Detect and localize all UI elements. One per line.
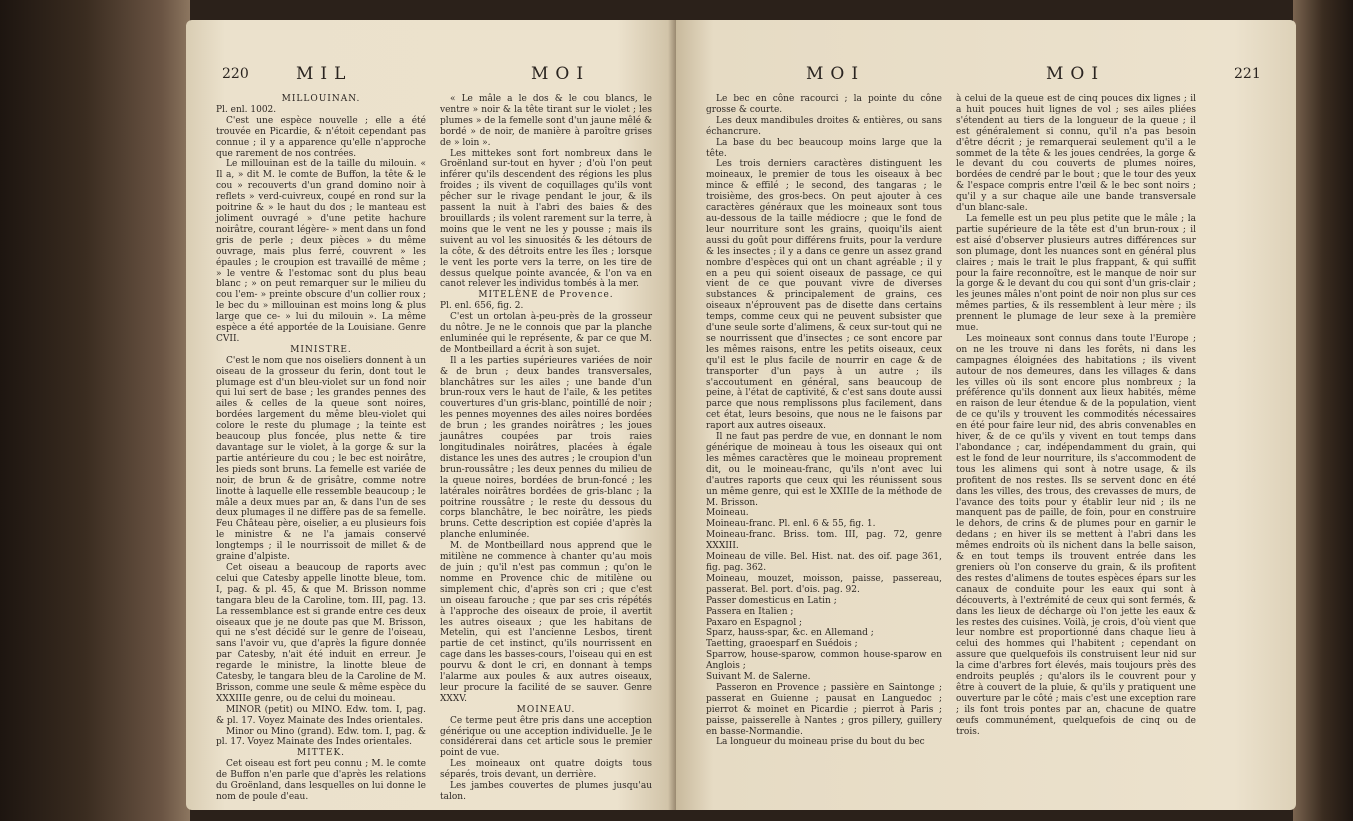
text-paragraph: Pl. enl. 656, fig. 2. xyxy=(440,301,524,312)
text-paragraph: La femelle est un peu plus petite que le mâle ; la partie supérieure de la tête est d'un brun-roux ; il est aisé d'observer plusieurs autres différences sur son plumage, dont les nuances sont en général plus claires ; mais le trait le plus frappant, & qui suffit pour la faire reconnoître, est le manque de noir sur la gorge & le devant du cou qui sont d'un gris-clair ; les jeunes mâles n'ont point de noir non plus sur ces mêmes parties, & ils ressemblent à leur mère ; ils prennent le plumage de leur sexe à la première mue. xyxy=(956,213,1196,334)
text-paragraph: Passera en Italien ; xyxy=(706,606,794,617)
entry-heading: MILLOUINAN. xyxy=(281,94,361,104)
entry-heading: MOINEAU. xyxy=(516,704,576,715)
text-paragraph: Minor ou Mino (grand). Edw. tom. I, pag. & pl. 17. Voyez Mainate des Indes orientales. xyxy=(216,726,426,748)
left-running-head-right: MOI xyxy=(531,64,591,84)
right-page xyxy=(676,20,1296,810)
text-paragraph: Moineau. xyxy=(706,508,749,519)
text-paragraph: Passeron en Provence ; passière en Saintonge ; passerat en Guienne ; pausat en Languedoc ; pierrot & moinet en Picardie ; pierrot à Paris ; paisse, paisserelle à Nantes ; gros pillery, guillery en basse-Normandie. xyxy=(706,682,942,737)
left-page xyxy=(186,20,676,810)
text-paragraph: Il a les parties supérieures variées de noir & de brun ; deux bandes transversales, blanchâtres sur les ailes ; une bande d'un brun-roux vers le haut de l'aile, & les petites couvertures d'un gris-blanc, pointillé de noir ; les pennes moyennes des ailes noires bordées de brun ; les grandes noirâtres ; les joues jaunâtres coupées par trois raies longitudinales noirâtres, placées à égale distance les unes des autres ; le croupion d'un brun-roussâtre ; les deux pennes du milieu de la queue noires, bordées de brun-foncé ; les latérales noirâtres bordées de gris-blanc ; la poitrine roussâtre ; le reste du dessous du corps blanchâtre, le bec noirâtre, les pieds bruns. Cette description est copiée d'après la planche enluminée. xyxy=(440,355,652,541)
right-running-head-right: MOI xyxy=(1046,64,1106,84)
text-paragraph: Le bec en cône racourci ; la pointe du cône grosse & courte. xyxy=(706,94,942,115)
book-cover-edge-right xyxy=(1293,0,1353,821)
text-paragraph: La longueur du moineau prise du bout du bec xyxy=(716,737,925,748)
text-paragraph: Sparz, hauss-spar, &c. en Allemand ; xyxy=(706,628,874,639)
text-paragraph: Le millouinan est de la taille du milouin. « Il a, » dit M. le comte de Buffon, la tête & le cou » recouverts d'un grand domino noir à reflets » verd-cuivreux, coupé en rond sur la poitrine & » le haut du dos ; le manteau est joliment ouvragé » d'une petite hachure noirâtre, courant légère- » ment dans un fond gris de perle ; deux pièces » du même ouvrage, mais plus ferré, couvrent » les épaules ; le croupion est travaillé de même ; » le ventre & l'estomac sont du plus beau blanc ; » on peut remarquer sur le milieu du cou l'em- » preinte obscure d'un collier roux ; le bec du » millouinan est moins long & plus large que ce- » lui du milouin ». La même espèce a été apportée de la Louisiane. Genre CVII. xyxy=(216,159,426,344)
entry-heading: MINISTRE. xyxy=(290,344,352,355)
right-running-head-left: MOI xyxy=(806,64,866,84)
text-paragraph: M. de Montbeillard nous apprend que le mitilène ne commence à chanter qu'au mois de juin ; qu'il n'est pas commun ; qu'on le nomme en Provence chic de mitilène ou simplement chic, d'après son cri ; que c'est un oiseau farouche ; que par ses cris répétés à l'approche des oiseaux de proie, il avertit les autres oiseaux ; que les habitans de Metelin, qui est l'ancienne Lesbos, tirent partie de cet instinct, qu'ils nourrissent en cage dans les basses-cours, l'oiseau qui en est pourvu & dont le cri, en donnant à temps l'alarme aux poules & aux autres oiseaux, leur procure la facilité de se sauver. Genre XXXV. xyxy=(440,541,652,704)
entry-heading: MITTEK. xyxy=(296,748,346,759)
text-paragraph: Les jambes couvertes de plumes jusqu'au talon. xyxy=(440,781,652,802)
text-paragraph: Moineau, mouzet, moisson, paisse, passereau, passerat. Bel. port. d'ois. pag. 92. xyxy=(706,573,942,595)
text-paragraph: Ce terme peut être pris dans une acception générique ou une acception individuelle. Je le considérerai dans cet article sous le premier point de vue. xyxy=(440,715,652,759)
text-paragraph: Les mittekes sont fort nombreux dans le Groënland sur-tout en hyver ; d'où l'on peut inférer qu'ils descendent des régions les plus froides ; ils vivent de coquillages qu'ils vont pêcher sur le rivage pendant le jour, & ils passent la nuit à l'abri des baies & des brouillards ; ils volent rarement sur la terre, à moins que le vent ne les y pousse ; mais ils suivent au vol les sinuosités & les détours de la côte, & des détroits entre les îles ; lorsque le vent les porte vers la terre, on les tire de dessus quelque pointe avancée, & l'on va en canot relever les individus tombés à la mer. xyxy=(440,148,652,290)
text-paragraph: « Le mâle a le dos & le cou blancs, le ventre » noir & la tête tirant sur le violet ; les plumes » de la femelle sont d'un jaune mêlé & bordé » de noir, de manière à paroître grises de » loin ». xyxy=(440,94,652,148)
text-paragraph: Cet oiseau est fort peu connu ; M. le comte de Buffon n'en parle que d'après les relations du Groënland, dans lesquelles on lui donne le nom de poule d'eau. xyxy=(216,759,426,802)
text-paragraph: Paxaro en Espagnol ; xyxy=(706,617,803,628)
text-paragraph: Moineau-franc. Briss. tom. III, pag. 72, genre XXXIII. xyxy=(706,530,942,552)
text-paragraph: MINOR (petit) ou MINO. Edw. tom. I, pag. & pl. 17. Voyez Mainate des Indes orientales. xyxy=(216,704,426,726)
text-paragraph: à celui de la queue est de cinq pouces dix lignes ; il a huit pouces huit lignes de vol ; ses ailes pliées s'étendent au tiers de la longueur de la queue ; il est généralement si connu, qu'il n'a pas besoin d'être décrit ; je remarquerai seulement qu'il a le sommet de la tête & les joues cendrées, la gorge & le devant du cou couverts de plumes noires, bordées de cendré par le bout ; que le tour des yeux & l'espace compris entre l'œil & le bec sont noirs ; qu'il y a sur chaque aile une bande transversale d'un blanc-sale. xyxy=(956,94,1196,214)
left-page-column-1 xyxy=(216,94,426,802)
text-paragraph: C'est une espèce nouvelle ; elle a été trouvée en Picardie, & n'étoit cependant pas connue ; il y a apparence qu'elle n'approche que rarement de nos contrées. xyxy=(216,115,426,159)
text-paragraph: C'est le nom que nos oiseliers donnent à un oiseau de la grosseur du ferin, dont tout le plumage est d'un bleu-violet sur un fond noir qui lui sert de base ; les grandes pennes des ailes & celles de la queue sont noires, bordées largement du même bleu-violet qui colore le reste du plumage ; la teinte est beaucoup plus foncée, plus nette & tire davantage sur le violet, à la gorge & sur la partie antérieure du cou ; le bec est noirâtre, les pieds sont bruns. La femelle est variée de noir, de brun & de grisâtre, comme notre linotte à laquelle elle ressemble beaucoup ; le mâle a deux mues par an, & dans l'un de ses deux plumages il ne diffère pas de sa femelle. Feu Château père, oiselier, a eu plusieurs fois le ministre & ne l'a jamais conservé longtemps ; il le nourrissoit de millet & de graine d'alpiste. xyxy=(216,355,426,563)
text-paragraph: Sparrow, house-sparow, common house-sparow en Anglois ; xyxy=(706,650,942,672)
text-paragraph: Cet oiseau a beaucoup de raports avec celui que Catesby appelle linotte bleue, tom. I, pag. & pl. 45, & que M. Brisson nomme tangara bleu de la Caroline, tom. III, pag. 13. La ressemblance est si grande entre ces deux oiseaux que je ne doute pas que M. Brisson, qui ne s'est décidé sur le genre de l'oiseau, sans l'avoir vu, que d'après la figure donnée par Catesby, n'ait été induit en erreur. Je regarde le ministre, la linotte bleue de Catesby, le tangara bleu de la Caroline de M. Brisson, comme une seule & même espèce du XXXIIIe genre, ou de celui du moineau. xyxy=(216,562,426,704)
right-page-column-2 xyxy=(956,94,1196,794)
text-paragraph: Il ne faut pas perdre de vue, en donnant le nom générique de moineau à tous les oiseaux qui ont les mêmes caractères que le moineau proprement dit, ou le moineau-franc, qu'ils n'ont avec lui d'autres raports que ceux qui les réunissent sous un même genre, qui est le XXIIIe de la méthode de M. Brisson. xyxy=(706,432,942,508)
entry-heading: MITELÈNE de Provence. xyxy=(478,290,614,301)
right-page-column-1 xyxy=(706,94,942,794)
text-paragraph: Les trois derniers caractères distinguent les moineaux, le premier de tous les oiseaux à bec mince & effilé ; le second, des tangaras ; le troisième, des gros-becs. On peut ajouter à ces caractères généraux que les moineaux sont tous au-dessous de la taille médiocre ; que le fond de leur nourriture sont les grains, quoiqu'ils aient aussi du goût pour différens fruits, pour la verdure & les insectes ; il y a dans ce genre un assez grand nombre d'espèces qui ont un chant agréable ; il y en a peu qui soient oiseaux de passage, ce qui vient de ce que pouvant vivre de diverses substances & principalement de grains, ces oiseaux n'éprouvent pas de disette dans certains temps, comme ceux qui ne peuvent subsister que d'une seule sorte d'alimens, & ceux sur-tout qui ne se nourrissent que d'insectes ; ce sont encore par les mêmes raisons, entre les petits oiseaux, ceux qu'il est le plus facile de nourrir en cage & de transporter d'un pays à un autre ; ils s'accoutument en général, sans beaucoup de peine, à l'état de captivité, & c'est sans doute aussi parce que nous remplissons plus facilement, dans cet état, leurs besoins, que nous ne le faisons par raport aux autres oiseaux. xyxy=(706,159,942,432)
left-running-head-left: MIL xyxy=(296,64,353,84)
right-page-number: 221 xyxy=(1234,66,1261,82)
text-paragraph: Moineau-franc. Pl. enl. 6 & 55, fig. 1. xyxy=(706,519,876,530)
text-paragraph: Les moineaux sont connus dans toute l'Europe ; on ne les trouve ni dans les forêts, ni dans les campagnes éloignées des habitations ; ils vivent autour de nos demeures, dans les villages & dans les villes où ils sont encore plus nombreux ; la préférence qu'ils donnent aux lieux habités, même en raison de leur étendue & de la population, vient de ce qu'ils y trouvent les commodités nécessaires en été pour faire leur nid, des abris convenables en hiver, & de ce qu'ils y vivent en tout temps dans l'abondance ; car, indépendamment du grain, qui est le fond de leur nourriture, ils s'accommodent de tous les alimens qui sont à notre usage, & ils profitent de nos restes. Ils se servent donc en été dans les villes, des trous, des crevasses de murs, de l'avance des toits pour y établir leur nid ; ils ne manquent pas de paille, de foin, pour en construire le dehors, de crins & de plumes pour en garnir le dedans ; en hiver ils se mettent à l'abri dans les mêmes endroits où ils nichent dans la belle saison, & en tout temps ils trouvent entrée dans les greniers où l'on conserve du grain, & ils profitent des restes d'alimens de toutes espèces épars sur les canaux de conduite pour les eaux qui sont à découverts, à l'extrémité de ceux qui sont fermés, & dans les lieux de décharge où l'on jette les eaux & les restes des cuisines. Voilà, je crois, d'où vient que leur nombre est proportionné dans chaque lieu à celui des hommes qui l'habitent ; cependant on assure que quelquefois ils construisent leur nid sur la cime d'arbres fort élevés, mais toujours près des endroits peuplés ; qu'alors ils le couvrent pour y être à couvert de la pluie, & qu'ils y pratiquent une ouverture par le côté ; mais c'est une exception rare ; ils font trois pontes par an, chacune de quatre œufs communément, quelquefois de cinq ou de trois. xyxy=(956,333,1196,737)
text-paragraph: Pl. enl. 1002. xyxy=(216,104,277,115)
book-cover-edge-left xyxy=(0,0,190,821)
text-paragraph: Passer domesticus en Latin ; xyxy=(706,595,837,606)
text-paragraph: Suivant M. de Salerne. xyxy=(706,672,811,683)
text-paragraph: Les moineaux ont quatre doigts tous séparés, trois devant, un derrière. xyxy=(440,759,652,781)
left-page-column-2 xyxy=(440,94,652,802)
text-paragraph: C'est un ortolan à-peu-près de la grosseur du nôtre. Je ne le connois que par la planche enluminée qui le représente, & par ce que M. de Montbeillard a écrit à son sujet. xyxy=(440,312,652,355)
text-paragraph: La base du bec beaucoup moins large que la tête. xyxy=(706,137,942,159)
text-paragraph: Taetting, graoesparf en Suédois ; xyxy=(706,639,858,650)
left-page-number: 220 xyxy=(222,66,249,82)
text-paragraph: Moineau de ville. Bel. Hist. nat. des oif. page 361, fig. pag. 362. xyxy=(706,552,942,573)
text-paragraph: Les deux mandibules droites & entières, ou sans échancrure. xyxy=(706,115,942,137)
